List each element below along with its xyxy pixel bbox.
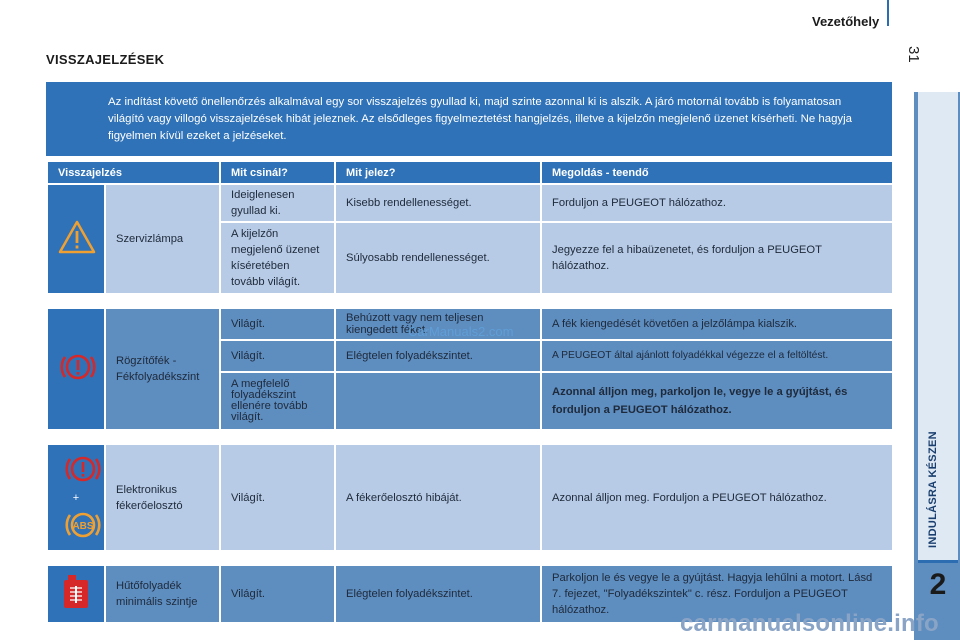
chapter-number: 2	[929, 568, 947, 601]
header-solution: Megoldás - teendő	[541, 161, 893, 184]
coolant-icon-cell	[47, 565, 105, 623]
meaning-cell: Behúzott vagy nem teljesen kiengedett féket.	[335, 308, 541, 340]
svg-text:ABS: ABS	[72, 521, 94, 532]
table-row	[47, 444, 893, 551]
brake-warning-icon	[58, 347, 98, 387]
brake-icon-cell	[47, 308, 105, 430]
service-icon-cell	[47, 184, 105, 294]
indicator-name: Szervizlámpa	[105, 184, 220, 294]
warning-lights-table	[46, 160, 894, 624]
solution-cell: Azonnal álljon meg. Forduljon a PEUGEOT hálózathoz.	[541, 444, 893, 551]
watermark-middle: CarManuals2.com	[408, 324, 514, 339]
header-action: Mit csinál?	[220, 161, 335, 184]
meaning-cell: Elégtelen folyadékszintet.	[335, 340, 541, 372]
header-rule	[887, 0, 889, 26]
intro-box	[46, 82, 892, 156]
action-cell: Ideiglenesen gyullad ki.	[220, 184, 335, 222]
coolant-level-icon	[58, 572, 94, 612]
indicator-name: Hűtőfolyadék minimális szintje	[105, 565, 220, 623]
action-cell: A megfelelő folyadékszint ellenére tovább világít.	[220, 372, 335, 430]
page-number: 31	[905, 46, 922, 63]
solution-cell: A PEUGEOT által ajánlott folyadékkal végezze el a feltöltést.	[541, 340, 893, 372]
solution-cell: Jegyezze fel a hibaüzenetet, és forduljon a PEUGEOT hálózathoz.	[541, 222, 893, 294]
chapter-title: Vezetőhely	[812, 14, 880, 29]
indicator-name: Rögzítőfék - Fékfolyadékszint	[105, 308, 220, 430]
table-header-row	[47, 161, 893, 184]
meaning-cell: Súlyosabb rendellenességet.	[335, 222, 541, 294]
action-cell: Világít.	[220, 340, 335, 372]
chapter-label: INDULÁSRA KÉSZEN	[927, 431, 939, 548]
ebd-icon-cell: ABS +	[47, 444, 105, 551]
action-cell: Világít.	[220, 565, 335, 623]
solution-cell: Azonnal álljon meg, parkoljon le, vegye le a gyújtást, és forduljon a PEUGEOT hálózathoz.	[541, 372, 893, 430]
solution-cell: Forduljon a PEUGEOT hálózathoz.	[541, 184, 893, 222]
action-cell: Világít.	[220, 308, 335, 340]
solution-cell: Parkoljon le és vegye le a gyújtást. Hagyja lehűlni a motort. Lásd 7. fejezet, "Folyadékszintek" c. rész. Forduljon a PEUGEOT hálózathoz.	[541, 565, 893, 623]
intro-text: Az indítást követő önellenőrzés alkalmával egy sor visszajelzés gyullad ki, majd szinte azonnal ki is alszik. A járó motornál tovább is folyamatosan világító vagy villogó visszajelzések hibát jeleznek. Az elsődleges figyelmeztetést hangjelzés, illetve a kijelzőn megjelenő üzenet kísérheti. Ne hagyja figyelmen kívül ezeket a jelzéseket.	[108, 96, 852, 142]
table-row	[47, 184, 893, 222]
meaning-cell: Elégtelen folyadékszintet.	[335, 565, 541, 623]
meaning-cell	[335, 372, 541, 430]
solution-cell: A fék kiengedését követően a jelzőlámpa kialszik.	[541, 308, 893, 340]
watermark-bottom: carmanualsonline.info	[680, 610, 939, 637]
indicator-name: Elektronikus fékerőelosztó	[105, 444, 220, 551]
meaning-cell: Kisebb rendellenességet.	[335, 184, 541, 222]
header-meaning: Mit jelez?	[335, 161, 541, 184]
header-indicator: Visszajelzés	[47, 161, 220, 184]
action-cell: A kijelzőn megjelenő üzenet kíséretében tovább világít.	[220, 222, 335, 294]
warning-triangle-icon	[58, 220, 96, 254]
action-cell: Világít.	[220, 444, 335, 551]
chapter-rule	[918, 560, 958, 563]
brake-abs-icon	[58, 447, 108, 543]
meaning-cell: A fékerőelosztó hibáját.	[335, 444, 541, 551]
section-title: VISSZAJELZÉSEK	[46, 52, 165, 67]
